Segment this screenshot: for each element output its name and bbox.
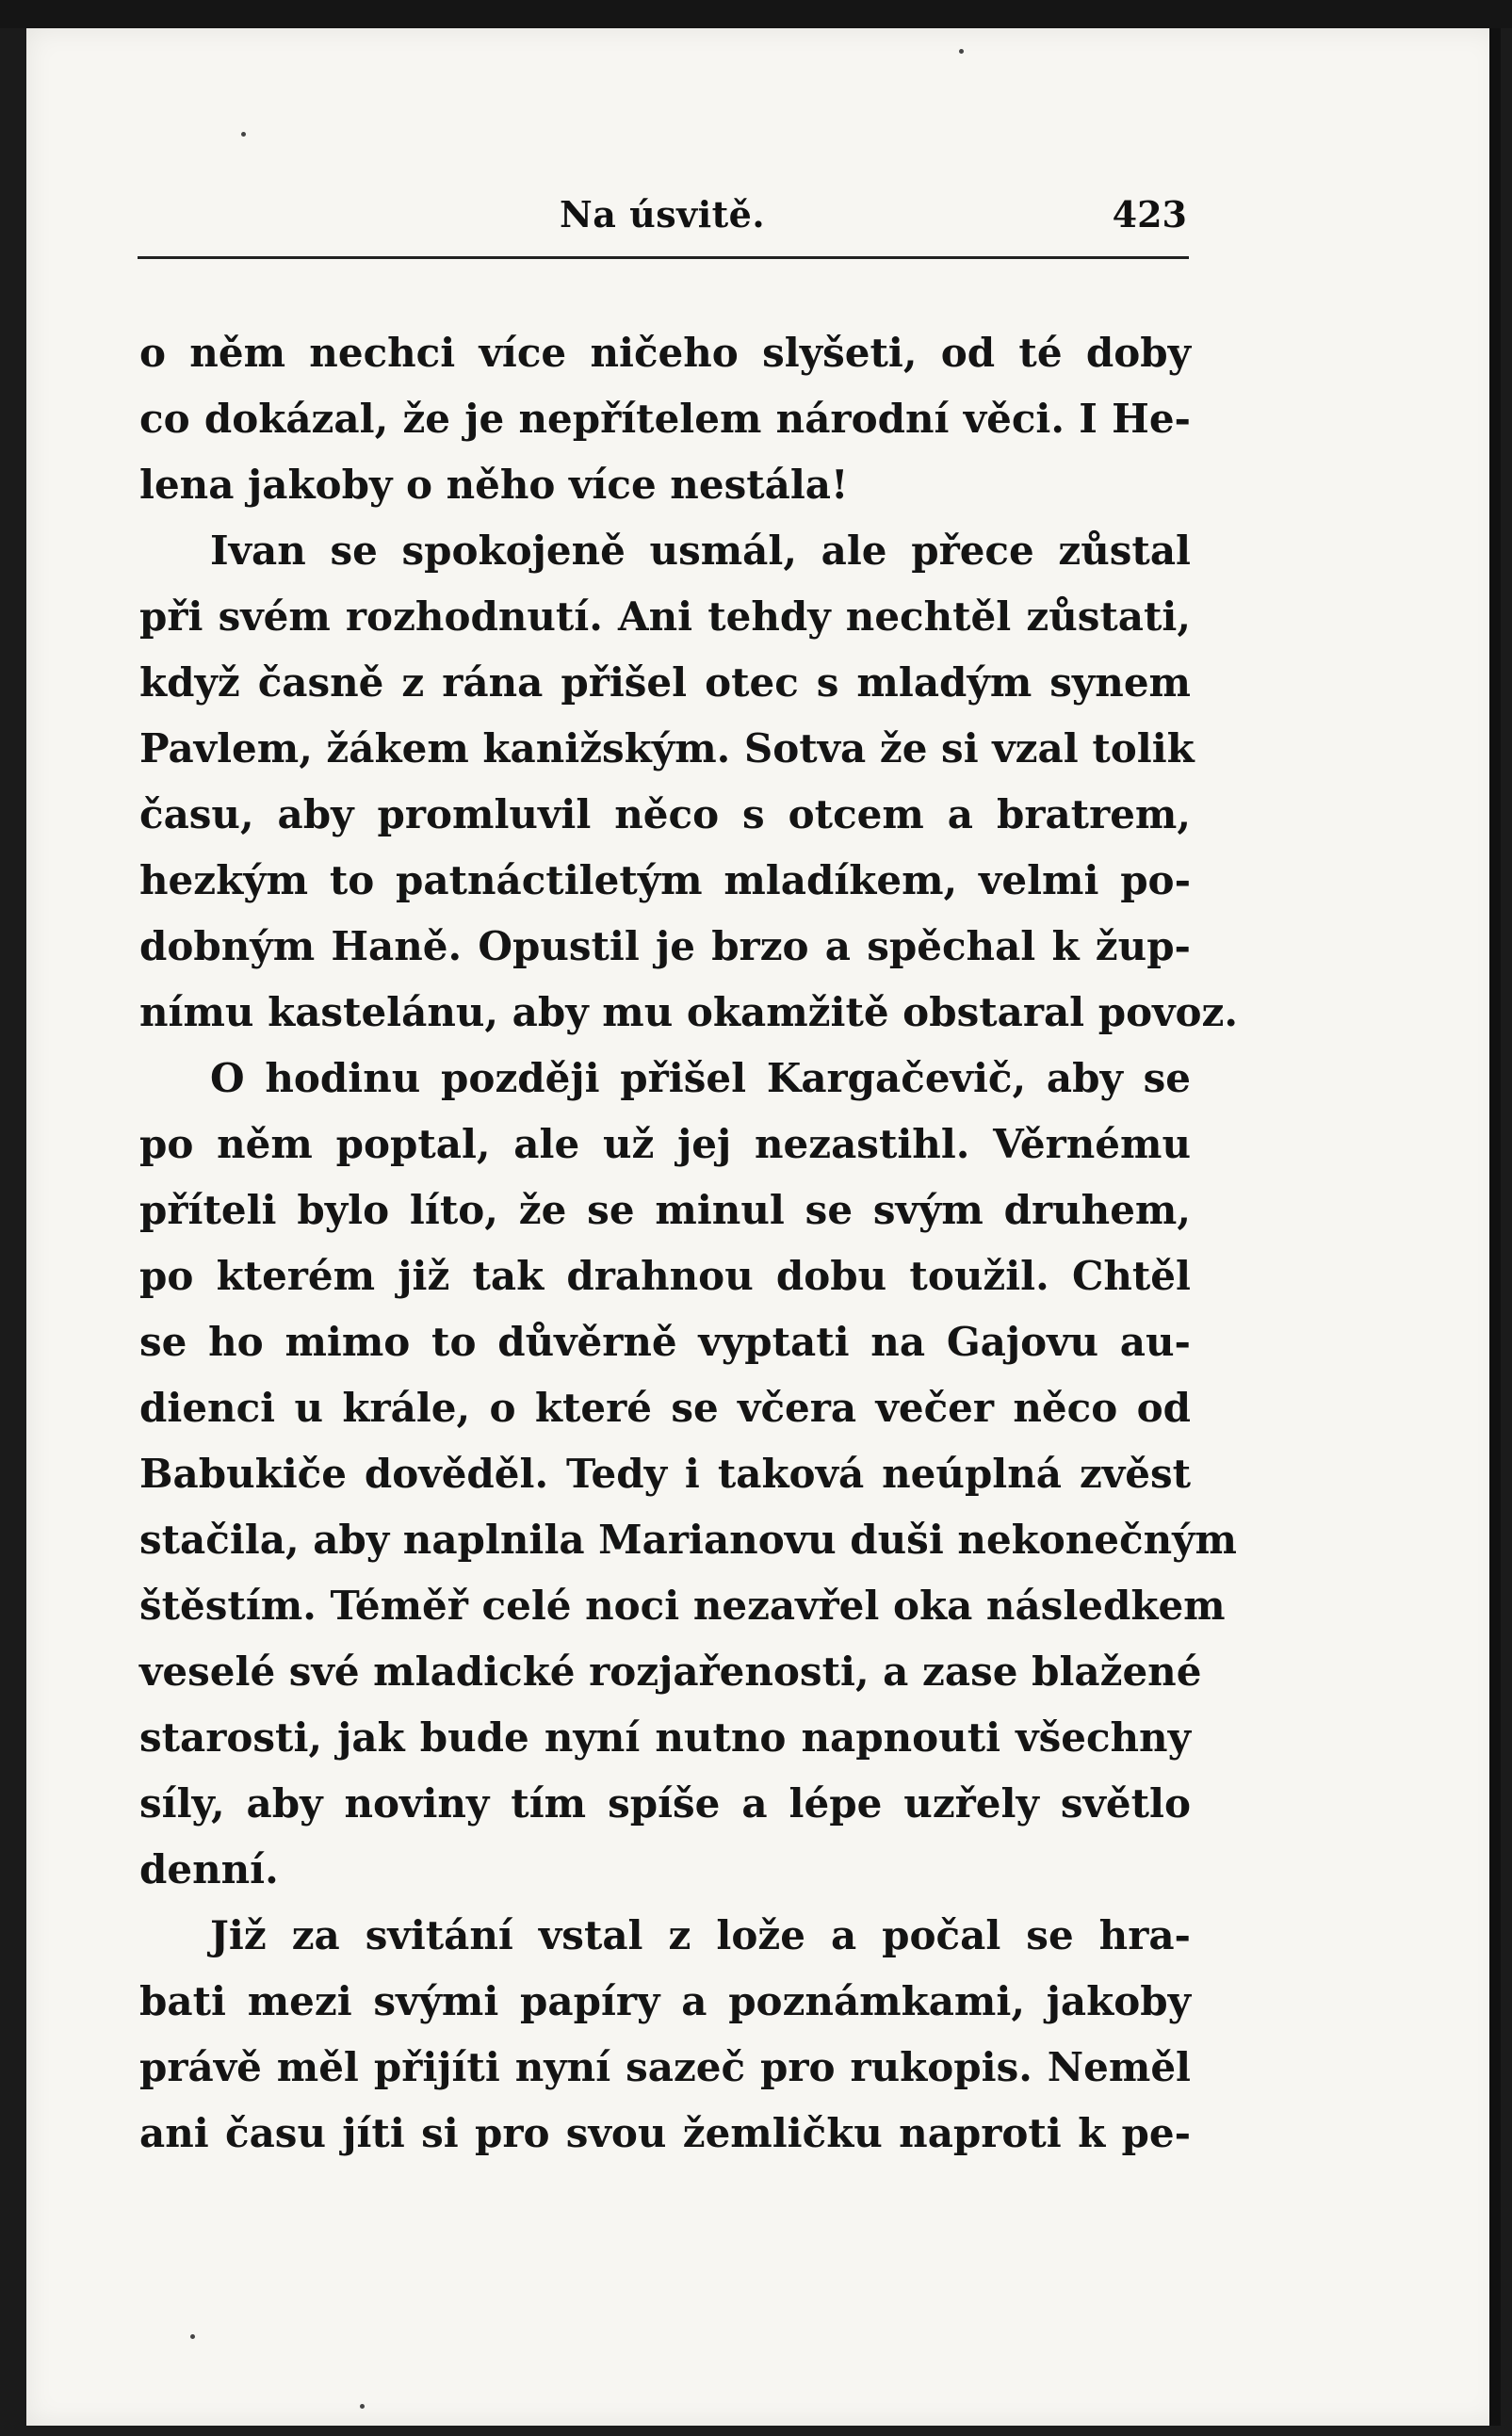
text-line: lena jakoby o něho více nestála! bbox=[139, 462, 849, 508]
text-line: nímu kastelánu, aby mu okamžitě obstaral povoz. bbox=[139, 989, 1239, 1035]
text-line: O hodinu později přišel Kargačevič, aby se bbox=[210, 1055, 1191, 1101]
page-edge-shadow bbox=[1489, 28, 1501, 2426]
scan-speck bbox=[241, 132, 246, 137]
text-line: Pavlem, žákem kanižským. Sotva že si vzal tolik bbox=[139, 725, 1195, 771]
text-line: při svém rozhodnutí. Ani tehdy nechtěl zůstati, bbox=[139, 593, 1191, 640]
text-line: Ivan se spokojeně usmál, ale přece zůstal bbox=[210, 528, 1191, 574]
text-line: po kterém již tak drahnou dobu toužil. Chtěl bbox=[139, 1253, 1191, 1299]
scan-border-top bbox=[0, 0, 1512, 28]
text-line: veselé své mladické rozjařenosti, a zase blažené bbox=[139, 1648, 1202, 1695]
text-line: stačila, aby naplnila Marianovu duši nekonečným bbox=[139, 1517, 1237, 1563]
text-line: denní. bbox=[139, 1846, 279, 1892]
text-line: Již za svitání vstal z lože a počal se hra- bbox=[210, 1912, 1191, 1958]
text-line: o něm nechci více ničeho slyšeti, od té doby bbox=[139, 330, 1191, 376]
text-line: co dokázal, že je nepřítelem národní věci. I He- bbox=[139, 396, 1191, 442]
text-line: starosti, jak bude nyní nutno napnouti všechny bbox=[139, 1714, 1191, 1761]
running-title: Na úsvitě. bbox=[560, 193, 766, 235]
header-rule bbox=[138, 256, 1189, 259]
page-number: 423 bbox=[1112, 193, 1187, 235]
text-line: se ho mimo to důvěrně vyptati na Gajovu au- bbox=[139, 1319, 1191, 1365]
text-line: dobným Haně. Opustil je brzo a spěchal k žup- bbox=[139, 923, 1191, 969]
text-line: síly, aby noviny tím spíše a lépe uzřely světlo bbox=[139, 1780, 1191, 1827]
text-line: Babukiče dověděl. Tedy i taková neúplná zvěst bbox=[139, 1451, 1191, 1497]
text-line: bati mezi svými papíry a poznámkami, jakoby bbox=[139, 1978, 1191, 2024]
text-line: když časně z rána přišel otec s mladým synem bbox=[139, 659, 1191, 706]
text-line: času, aby promluvil něco s otcem a bratrem, bbox=[139, 791, 1191, 837]
text-line: po něm poptal, ale už jej nezastihl. Věrnému bbox=[139, 1121, 1191, 1167]
running-header bbox=[139, 193, 1187, 250]
scan-speck bbox=[190, 2334, 195, 2339]
text-line: hezkým to patnáctiletým mladíkem, velmi po- bbox=[139, 857, 1191, 903]
text-line: dienci u krále, o které se včera večer něco od bbox=[139, 1385, 1191, 1431]
text-line: příteli bylo líto, že se minul se svým druhem, bbox=[139, 1187, 1191, 1233]
text-line: právě měl přijíti nyní sazeč pro rukopis. Neměl bbox=[139, 2044, 1191, 2090]
scan-speck bbox=[959, 49, 964, 54]
text-line: ani času jíti si pro svou žemličku naproti k pe- bbox=[139, 2110, 1191, 2156]
text-line: štěstím. Téměř celé noci nezavřel oka následkem bbox=[139, 1583, 1226, 1629]
body-text bbox=[139, 320, 1239, 2167]
scan-speck bbox=[360, 2404, 365, 2409]
